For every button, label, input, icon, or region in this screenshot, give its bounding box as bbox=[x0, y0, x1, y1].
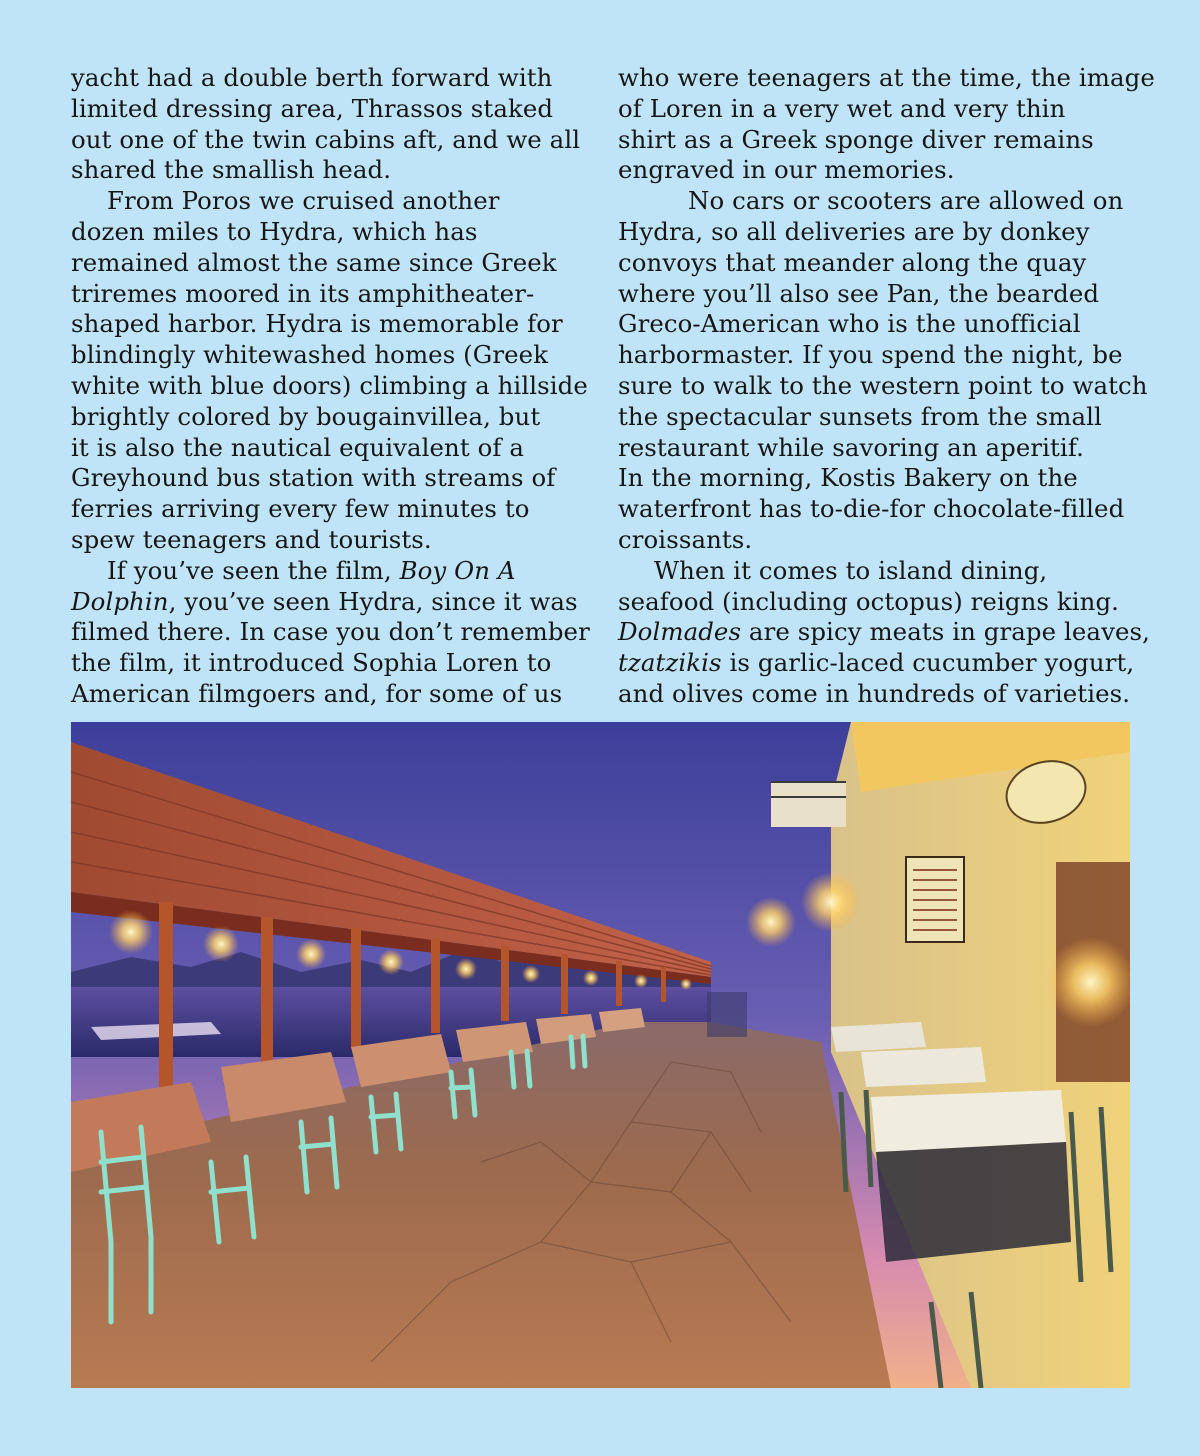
text-line: shaped harbor. Hydra is memorable for bbox=[71, 309, 563, 339]
text-line: ferries arriving every few minutes to bbox=[71, 494, 530, 524]
text-line: out one of the twin cabins aft, and we all bbox=[71, 124, 581, 154]
taverna-photo bbox=[71, 722, 1130, 1388]
text-line: triremes moored in its amphitheater- bbox=[71, 278, 535, 308]
text-line: of Loren in a very wet and very thin bbox=[618, 93, 1066, 123]
text-line: who were teenagers at the time, the image bbox=[618, 63, 1155, 92]
text-line: remained almost the same since Greek bbox=[71, 247, 557, 277]
text-line: where you’ll also see Pan, the bearded bbox=[618, 278, 1100, 308]
dish-name-italic: tzatzikis bbox=[618, 648, 722, 678]
text-line: waterfront has to-die-for chocolate-filled bbox=[618, 494, 1125, 524]
text-line: spew teenagers and tourists. bbox=[71, 524, 432, 554]
text-line bbox=[618, 648, 1138, 679]
text-line: brightly colored by bougainvillea, but bbox=[71, 401, 541, 431]
text-line: In the morning, Kostis Bakery on the bbox=[618, 463, 1078, 493]
film-title-italic: Dolphin bbox=[71, 586, 169, 616]
text-line: engraved in our memories. bbox=[618, 155, 955, 185]
film-title-italic: Boy On A bbox=[399, 555, 516, 585]
text-line: convoys that meander along the quay bbox=[618, 247, 1087, 277]
dish-name-italic: Dolmades bbox=[618, 617, 742, 647]
text-line bbox=[618, 617, 1150, 648]
text-line: limited dressing area, Thrassos staked bbox=[71, 93, 554, 123]
text-line: From Poros we cruised another bbox=[107, 186, 500, 216]
text-line: and olives come in hundreds of varieties. bbox=[618, 678, 1131, 708]
text-segment: If you’ve seen the film, bbox=[107, 555, 400, 585]
text-line: it is also the nautical equivalent of a bbox=[71, 432, 525, 462]
text-line: sure to walk to the western point to watch bbox=[618, 370, 1148, 400]
text-line: white with blue doors) climbing a hillside bbox=[71, 370, 588, 400]
text-line: Greyhound bus station with streams of bbox=[71, 463, 556, 493]
text-line: filmed there. In case you don’t remember bbox=[71, 617, 590, 647]
text-line: the film, it introduced Sophia Loren to bbox=[71, 648, 552, 678]
left-text-column bbox=[71, 63, 591, 710]
right-text-column bbox=[618, 63, 1155, 710]
text-line: No cars or scooters are allowed on bbox=[688, 186, 1124, 216]
text-segment: are spicy meats in grape leaves, bbox=[741, 617, 1150, 647]
text-line: dozen miles to Hydra, which has bbox=[71, 216, 478, 246]
text-line: shared the smallish head. bbox=[71, 155, 392, 185]
waterfront-taverna-illustration bbox=[71, 722, 1130, 1388]
text-segment: , you’ve seen Hydra, since it was bbox=[168, 586, 578, 616]
text-line: Hydra, so all deliveries are by donkey bbox=[618, 216, 1090, 246]
text-line: yacht had a double berth forward with bbox=[71, 63, 553, 92]
text-line: blindingly whitewashed homes (Greek bbox=[71, 340, 549, 370]
text-segment: is garlic-laced cucumber yogurt, bbox=[721, 648, 1135, 678]
text-line: shirt as a Greek sponge diver remains bbox=[618, 124, 1094, 154]
text-line: restaurant while savoring an aperitif. bbox=[618, 432, 1084, 462]
text-line: When it comes to island dining, bbox=[654, 555, 1048, 585]
text-line: American filmgoers and, for some of us bbox=[71, 678, 563, 708]
text-line: the spectacular sunsets from the small bbox=[618, 401, 1102, 431]
distant-building bbox=[707, 992, 747, 1037]
text-line: Greco-American who is the unofficial bbox=[618, 309, 1081, 339]
text-line: croissants. bbox=[618, 524, 753, 554]
balcony bbox=[771, 782, 846, 827]
text-line: seafood (including octopus) reigns king. bbox=[618, 586, 1120, 616]
text-line bbox=[71, 587, 591, 618]
text-line bbox=[71, 556, 591, 587]
text-line: harbormaster. If you spend the night, be bbox=[618, 340, 1123, 370]
